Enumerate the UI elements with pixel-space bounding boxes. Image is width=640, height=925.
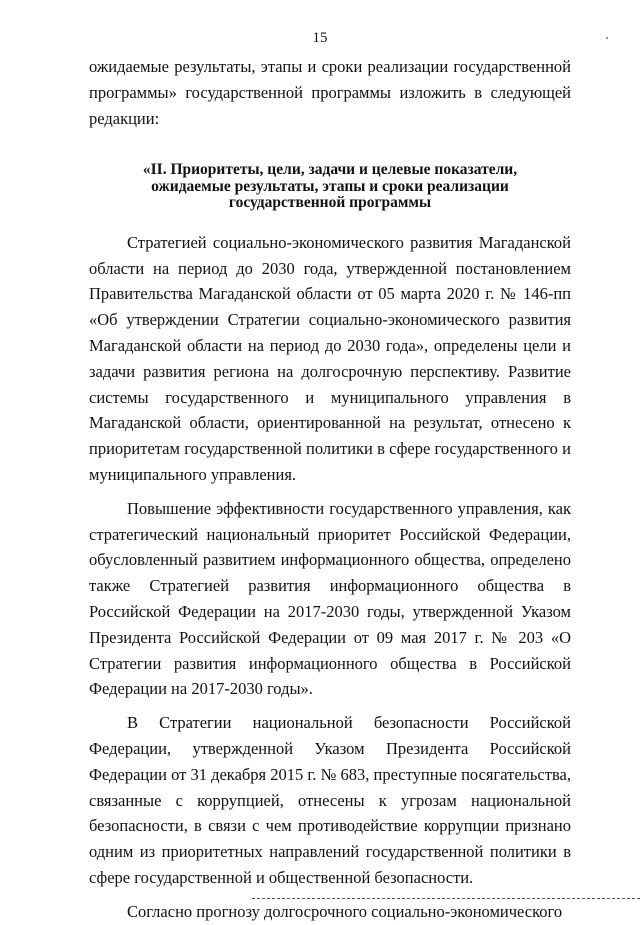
paragraph-national-security: В Стратегии национальной безопасности Российской Федерации, утвержденной Указом Президента Российской Федерации от 31 декабря 2015 г. № 683, преступные посягательства, связанные с коррупцией, отнесены к угрозам национальной безопасности, в связи с чем противодействие коррупции признано одним из приоритетных направлений государственной политики в сфере государственной и общественной безопасности.: [89, 713, 571, 888]
document-body: [89, 54, 571, 925]
paragraph-info-society: Повышение эффективности государственного управления, как стратегический национальный приоритет Российской Федерации, обусловленный развитием информационного общества, определено также Стратегией развития информационного общества в Российской Федерации на 2017-2030 годы, утвержденной Указом Президента Российской Федерации от 09 мая 2017 г. № 203 «О Стратегии развития информационного общества в Российской Федерации на 2017-2030 годы».: [89, 498, 571, 699]
section-heading-line-1: «II. Приоритеты, цели, задачи и целевые показатели,: [142, 161, 518, 179]
bottom-scan-line: [252, 898, 640, 899]
section-heading-line-2: ожидаемые результаты, этапы и сроки реализации: [151, 177, 509, 195]
intro-paragraph: ожидаемые результаты, этапы и сроки реализации государственной программы» государственной программы изложить в следующей редакции:: [89, 57, 571, 128]
paragraph-forecast: Согласно прогнозу долгосрочного социально-экономического: [127, 901, 563, 921]
page-number: 15: [312, 30, 328, 46]
paragraph-strategy-region: Стратегией социально-экономического развития Магаданской области на период до 2030 года, утвержденной постановлением Правительства Магаданской области от 05 марта 2020 г. № 146-пп «Об утверждении Стратегии социально-экономического развития Магаданской области на период до 2030 года», определены цели и задачи развития региона на долгосрочную перспективу. Развитие системы государственного и муниципального управления в Магаданской области, ориентированной на результат, отнесено к приоритетам государственной политики в сфере государственного и муниципального управления.: [89, 232, 571, 485]
section-heading-line-3: государственной программы: [228, 194, 432, 212]
section-heading: [89, 162, 571, 212]
scan-speck: [606, 37, 608, 39]
